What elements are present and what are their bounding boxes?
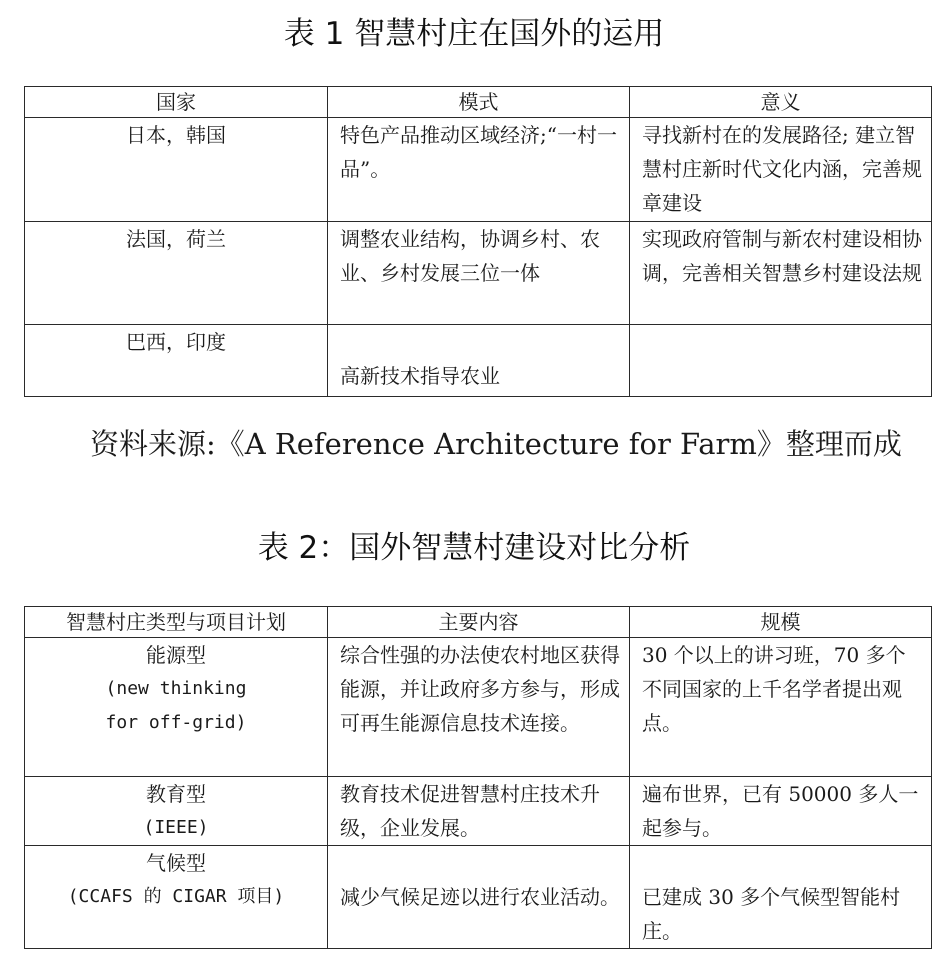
table1-header-meaning: 意义 [630, 87, 932, 118]
table1-title: 表 1 智慧村庄在国外的运用 [283, 16, 665, 52]
table1-header-row [25, 87, 932, 118]
table2-project-label: (new thinking for off-grid) [105, 678, 247, 733]
table2-project-label: (CCAFS 的 CIGAR 项目) [67, 886, 285, 907]
table-row [25, 777, 932, 846]
source-note: 资料来源:《A Reference Architecture for Farm》整理而成 [90, 427, 902, 461]
table1-header-mode: 模式 [328, 87, 630, 118]
table2-project-label: (IEEE) [143, 817, 209, 838]
table1 [24, 86, 932, 397]
table2-header-row [25, 607, 932, 638]
table2-cell-scale: 已建成 30 多个气候型智能村庄。 [630, 846, 932, 949]
table2-type-label: 气候型 [146, 851, 206, 875]
table1-cell-mode: 调整农业结构，协调乡村、农业、乡村发展三位一体 [328, 222, 630, 325]
table2-title: 表 2：国外智慧村建设对比分析 [257, 530, 691, 566]
table1-cell-mode: 特色产品推动区域经济;“一村一品”。 [328, 118, 630, 222]
table1-cell-country: 日本，韩国 [25, 118, 328, 222]
table1-cell-meaning: 寻找新村在的发展路径; 建立智慧村庄新时代文化内涵，完善规章建设 [630, 118, 932, 222]
table-row [25, 325, 932, 397]
table1-cell-meaning [630, 325, 932, 397]
table1-cell-country: 巴西，印度 [25, 325, 328, 397]
table2-cell-type [25, 777, 328, 846]
table1-cell-mode: 高新技术指导农业 [328, 325, 630, 397]
table2-cell-content: 教育技术促进智慧村庄技术升级，企业发展。 [328, 777, 630, 846]
table2-header-type: 智慧村庄类型与项目计划 [25, 607, 328, 638]
table2-header-content: 主要内容 [328, 607, 630, 638]
table-row [25, 846, 932, 949]
table2-cell-content: 综合性强的办法使农村地区获得能源，并让政府多方参与，形成可再生能源信息技术连接。 [328, 638, 630, 777]
table2-cell-scale: 30 个以上的讲习班，70 多个不同国家的上千名学者提出观点。 [630, 638, 932, 777]
table1-header-country: 国家 [25, 87, 328, 118]
table2-cell-type [25, 846, 328, 949]
table2-cell-content: 减少气候足迹以进行农业活动。 [328, 846, 630, 949]
table2-type-label: 教育型 [146, 782, 206, 806]
table2-cell-scale: 遍布世界，已有 50000 多人一起参与。 [630, 777, 932, 846]
table-row [25, 222, 932, 325]
table2-cell-type [25, 638, 328, 777]
table1-cell-country: 法国，荷兰 [25, 222, 328, 325]
table1-cell-meaning: 实现政府管制与新农村建设相协调，完善相关智慧乡村建设法规 [630, 222, 932, 325]
table-row [25, 118, 932, 222]
table-row [25, 638, 932, 777]
table2-header-scale: 规模 [630, 607, 932, 638]
table2-type-label: 能源型 [146, 643, 206, 667]
table2 [24, 606, 932, 949]
